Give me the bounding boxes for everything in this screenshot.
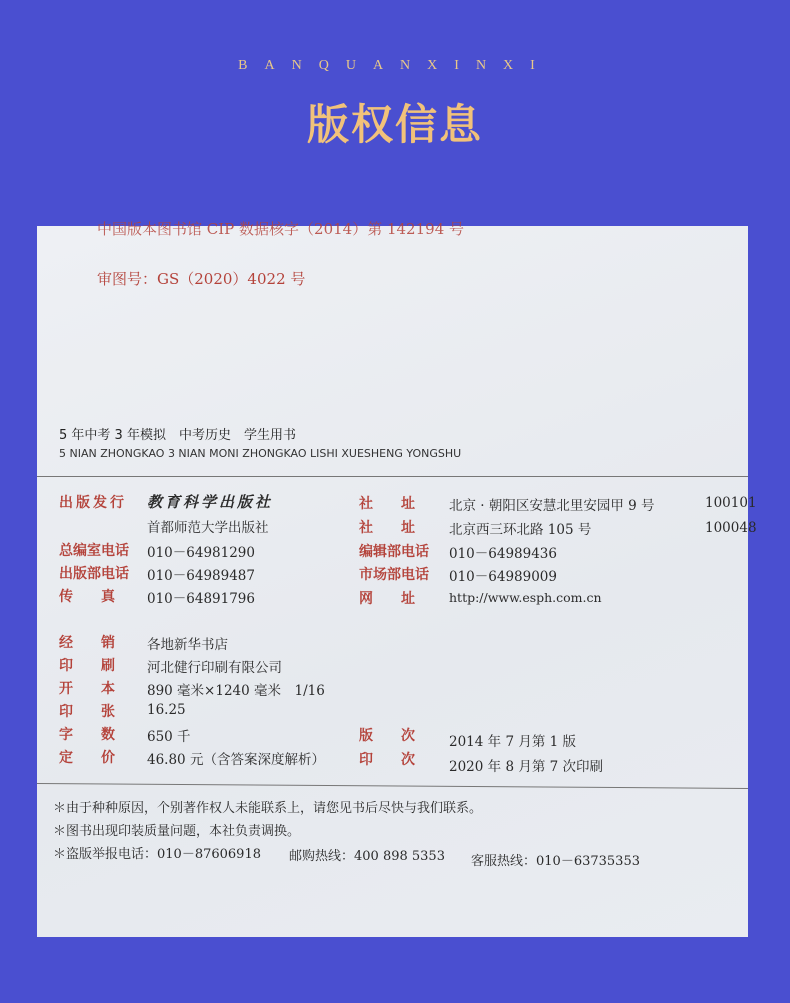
- spec-value: 890 毫米×1240 毫米 1/16: [147, 683, 325, 699]
- contact-label: 总编室电话: [59, 543, 129, 559]
- spec-label: 定 价: [59, 750, 115, 766]
- contact-value: 010－64981290: [147, 545, 255, 561]
- contact-value: 010－64989436: [449, 546, 557, 562]
- spec-label: 印 刷: [59, 658, 115, 674]
- publisher-2: 首都师范大学出版社: [147, 520, 269, 536]
- spec-value: 16.25: [147, 702, 186, 718]
- printing-label: 印 次: [359, 752, 415, 768]
- header-subtitle: BANQUANXINXI: [238, 58, 552, 73]
- address-label-2: 社 址: [359, 520, 415, 536]
- website-link: http://www.esph.com.cn: [449, 590, 602, 605]
- contact-value: 010－64891796: [147, 591, 255, 607]
- map-approval-number: 审图号：GS（2020）4022 号: [97, 270, 306, 288]
- zip-1: 100101: [705, 495, 757, 511]
- edition-label: 版 次: [359, 728, 415, 744]
- address-1: 北京 · 朝阳区安慧北里安园甲 9 号: [449, 498, 655, 514]
- spec-label: 印 张: [59, 704, 115, 720]
- spec-label: 经 销: [59, 635, 115, 651]
- divider-top: [37, 476, 748, 477]
- spec-label: 字 数: [59, 727, 115, 743]
- book-title-pinyin: 5 NIAN ZHONGKAO 3 NIAN MONI ZHONGKAO LISHI XUESHENG YONGSHU: [59, 447, 462, 460]
- contact-label: 出版部电话: [59, 566, 129, 582]
- publisher-1: 教育科学出版社: [147, 493, 274, 511]
- spec-value: 650 千: [147, 729, 191, 745]
- publisher-label: 出版发行: [59, 495, 127, 511]
- cip-line: 中国版本图书馆 CIP 数据核字（2014）第 142194 号: [97, 220, 465, 238]
- contact-label: 网 址: [359, 591, 415, 607]
- spec-value: 各地新华书店: [147, 637, 228, 653]
- spec-value: 河北健行印刷有限公司: [147, 660, 282, 676]
- contact-label: 市场部电话: [359, 567, 429, 583]
- piracy-hotline: ＊盗版举报电话：010－87606918: [53, 847, 261, 862]
- spec-label: 开 本: [59, 681, 115, 697]
- mail-order-hotline: 邮购热线：400 898 5353: [289, 849, 445, 864]
- zip-2: 100048: [705, 520, 757, 536]
- book-title-cn: 5 年中考 3 年模拟 中考历史 学生用书: [59, 428, 296, 443]
- note-line: ＊图书出现印装质量问题，本社负责调换。: [53, 824, 301, 839]
- printing-value: 2020 年 8 月第 7 次印刷: [449, 759, 603, 775]
- copyright-page-photo: [37, 220, 757, 937]
- contact-label: 编辑部电话: [359, 544, 429, 560]
- contact-value: 010－64989487: [147, 568, 255, 584]
- edition-value: 2014 年 7 月第 1 版: [449, 734, 576, 750]
- contact-value: 010－64989009: [449, 569, 557, 585]
- divider-bottom: [37, 783, 748, 789]
- address-label-1: 社 址: [359, 496, 415, 512]
- service-hotline: 客服热线：010－63735353: [471, 854, 640, 869]
- note-line: ＊由于种种原因，个别著作权人未能联系上，请您见书后尽快与我们联系。: [53, 801, 483, 816]
- page-title: 版权信息: [306, 100, 483, 149]
- address-2: 北京西三环北路 105 号: [449, 522, 592, 538]
- spec-value: 46.80 元（含答案深度解析）: [147, 752, 325, 768]
- contact-label: 传 真: [59, 589, 115, 605]
